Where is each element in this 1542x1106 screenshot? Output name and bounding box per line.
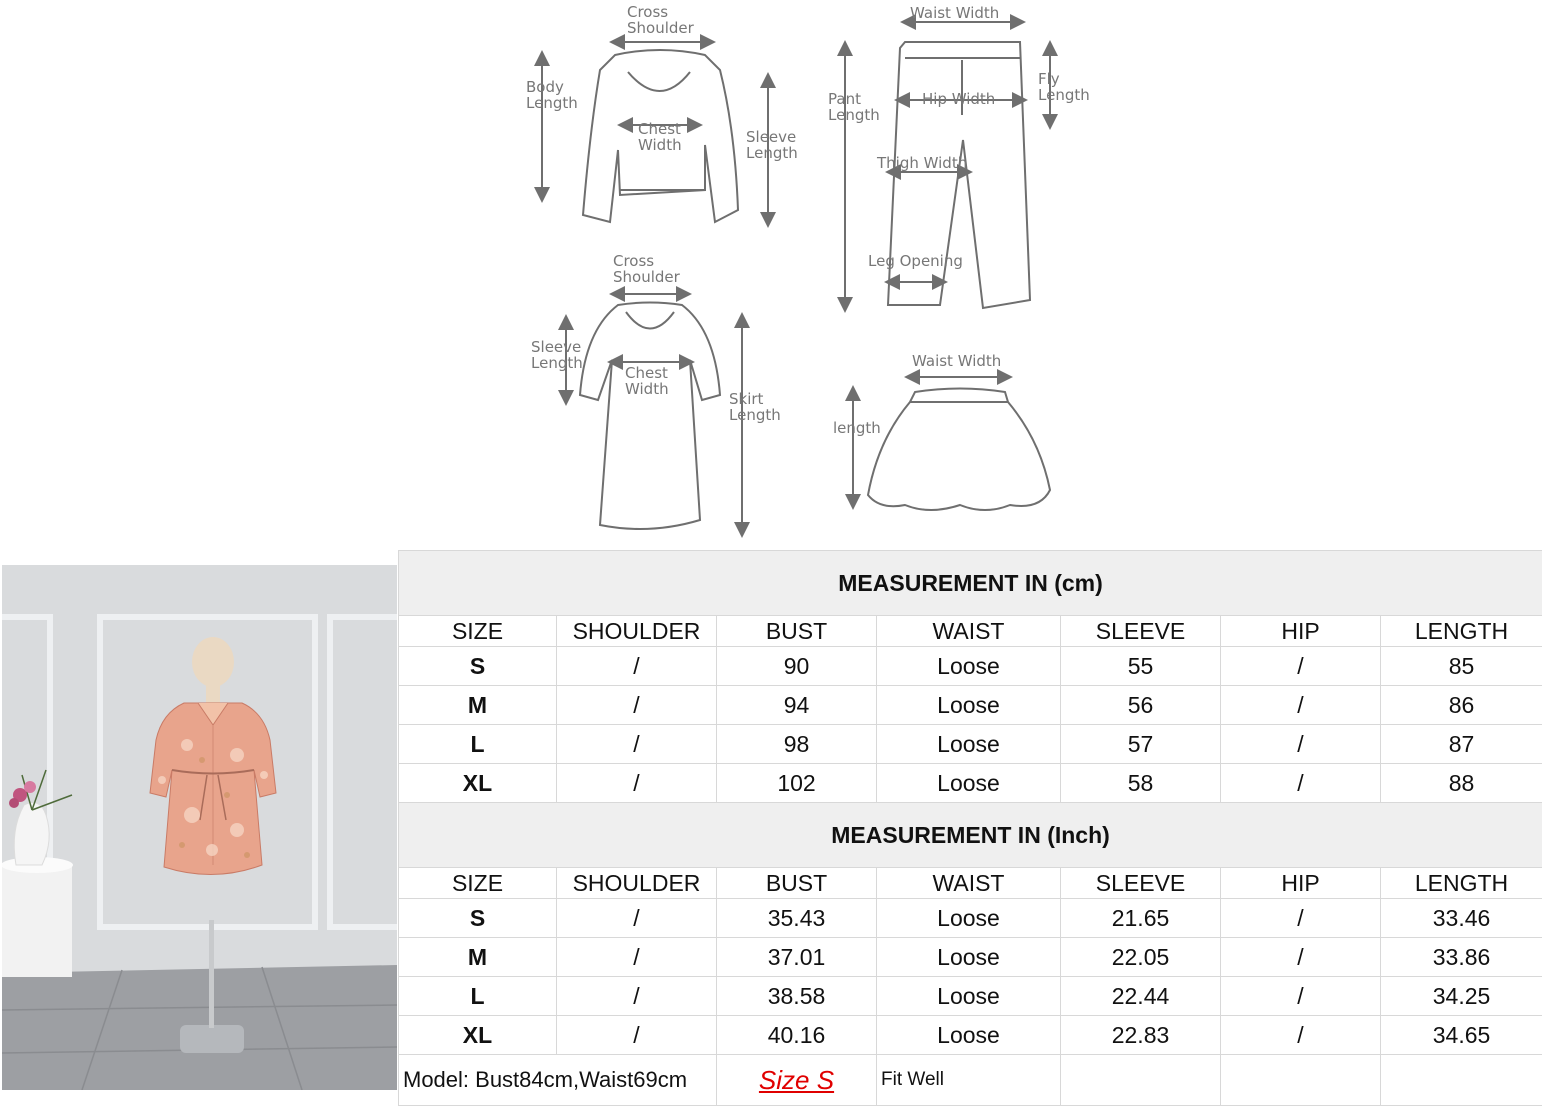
waist-cell: Loose — [877, 1016, 1061, 1055]
cm-table-title: MEASUREMENT IN (cm) — [399, 551, 1542, 616]
header-bust: BUST — [717, 868, 877, 899]
header-size: SIZE — [399, 868, 557, 899]
label-fly-length-1: Fly — [1038, 70, 1060, 88]
waist-cell: Loose — [877, 686, 1061, 725]
waist-cell: Loose — [877, 899, 1061, 938]
sleeve-cell: 56 — [1061, 686, 1221, 725]
bust-cell: 38.58 — [717, 977, 877, 1016]
label-cross-shoulder-top-2: Shoulder — [627, 19, 695, 37]
header-hip: HIP — [1221, 616, 1381, 647]
bust-cell: 40.16 — [717, 1016, 877, 1055]
waist-cell: Loose — [877, 647, 1061, 686]
table-row — [399, 725, 1542, 764]
empty-cell — [1381, 1055, 1542, 1106]
waist-cell: Loose — [877, 977, 1061, 1016]
table-row — [399, 899, 1542, 938]
label-cross-shoulder-bottom-2: Shoulder — [613, 268, 681, 286]
label-pant-length-1: Pant — [828, 90, 861, 108]
shoulder-cell: / — [557, 686, 717, 725]
size-cell: L — [399, 977, 557, 1016]
table-row — [399, 647, 1542, 686]
header-shoulder: SHOULDER — [557, 616, 717, 647]
label-fly-length-2: Length — [1038, 86, 1090, 104]
label-waist-width-skirt: Waist Width — [912, 352, 1001, 370]
header-length: LENGTH — [1381, 868, 1542, 899]
bust-cell: 102 — [717, 764, 877, 803]
garment-sketches — [0, 0, 1542, 548]
waist-cell: Loose — [877, 938, 1061, 977]
sleeve-cell: 57 — [1061, 725, 1221, 764]
shoulder-cell: / — [557, 647, 717, 686]
skirt-sketch — [853, 377, 1050, 510]
measurement-table — [398, 550, 1542, 1106]
label-skirt-length-1: Skirt — [729, 390, 764, 408]
hip-cell: / — [1221, 1016, 1381, 1055]
bust-cell: 90 — [717, 647, 877, 686]
header-waist: WAIST — [877, 616, 1061, 647]
label-chest-width-top-2: Width — [638, 136, 682, 154]
sleeve-cell: 55 — [1061, 647, 1221, 686]
hip-cell: / — [1221, 725, 1381, 764]
inch-title-row — [399, 803, 1542, 868]
label-hip-width: Hip Width — [922, 90, 995, 108]
hip-cell: / — [1221, 938, 1381, 977]
model-size: Size S — [717, 1055, 877, 1106]
size-cell: M — [399, 686, 557, 725]
header-length: LENGTH — [1381, 616, 1542, 647]
hip-cell: / — [1221, 977, 1381, 1016]
length-cell: 88 — [1381, 764, 1542, 803]
header-hip: HIP — [1221, 868, 1381, 899]
table-row — [399, 1016, 1542, 1055]
label-body-length-2: Length — [526, 94, 578, 112]
label-waist-width-pants: Waist Width — [910, 4, 999, 22]
header-sleeve: SLEEVE — [1061, 868, 1221, 899]
waist-cell: Loose — [877, 764, 1061, 803]
table-row — [399, 977, 1542, 1016]
product-photo — [2, 565, 397, 1090]
header-bust: BUST — [717, 616, 877, 647]
label-sleeve-length-top-1: Sleeve — [746, 128, 796, 146]
header-waist: WAIST — [877, 868, 1061, 899]
length-cell: 85 — [1381, 647, 1542, 686]
model-row — [399, 1055, 1542, 1106]
table-row — [399, 686, 1542, 725]
table-row — [399, 938, 1542, 977]
inch-header-row — [399, 868, 1542, 899]
dress-sketch — [566, 294, 742, 530]
waist-cell: Loose — [877, 725, 1061, 764]
size-cell: XL — [399, 1016, 557, 1055]
hip-cell: / — [1221, 686, 1381, 725]
length-cell: 33.46 — [1381, 899, 1542, 938]
label-chest-width-top-1: Chest — [638, 120, 681, 138]
shoulder-cell: / — [557, 725, 717, 764]
label-sleeve-length-bottom-1: Sleeve — [531, 338, 581, 356]
sleeve-cell: 58 — [1061, 764, 1221, 803]
empty-cell — [1061, 1055, 1221, 1106]
label-cross-shoulder-bottom-1: Cross — [613, 252, 654, 270]
hip-cell: / — [1221, 647, 1381, 686]
shoulder-cell: / — [557, 1016, 717, 1055]
table-row — [399, 764, 1542, 803]
label-sleeve-length-bottom-2: Length — [531, 354, 583, 372]
size-cell: M — [399, 938, 557, 977]
shoulder-cell: / — [557, 899, 717, 938]
header-size: SIZE — [399, 616, 557, 647]
shoulder-cell: / — [557, 938, 717, 977]
size-cell: L — [399, 725, 557, 764]
label-sleeve-length-top-2: Length — [746, 144, 798, 162]
label-body-length-1: Body — [526, 78, 564, 96]
size-chart — [398, 550, 1542, 1105]
size-cell: XL — [399, 764, 557, 803]
cm-header-row — [399, 616, 1542, 647]
label-chest-width-bottom-1: Chest — [625, 364, 668, 382]
sleeve-cell: 22.83 — [1061, 1016, 1221, 1055]
size-cell: S — [399, 647, 557, 686]
label-cross-shoulder-top-1: Cross — [627, 3, 668, 21]
label-length: length — [833, 419, 881, 437]
hip-cell: / — [1221, 764, 1381, 803]
length-cell: 33.86 — [1381, 938, 1542, 977]
header-sleeve: SLEEVE — [1061, 616, 1221, 647]
label-pant-length-2: Length — [828, 106, 880, 124]
size-diagrams — [0, 0, 1542, 548]
size-cell: S — [399, 899, 557, 938]
length-cell: 34.65 — [1381, 1016, 1542, 1055]
bust-cell: 37.01 — [717, 938, 877, 977]
model-fit: Fit Well — [877, 1055, 1061, 1106]
bust-cell: 94 — [717, 686, 877, 725]
cm-title-row — [399, 551, 1542, 616]
model-info: Model: Bust84cm,Waist69cm — [399, 1055, 717, 1106]
shoulder-cell: / — [557, 977, 717, 1016]
length-cell: 87 — [1381, 725, 1542, 764]
bust-cell: 98 — [717, 725, 877, 764]
empty-cell — [1221, 1055, 1381, 1106]
label-skirt-length-2: Length — [729, 406, 781, 424]
sleeve-cell: 22.05 — [1061, 938, 1221, 977]
header-shoulder: SHOULDER — [557, 868, 717, 899]
hip-cell: / — [1221, 899, 1381, 938]
bust-cell: 35.43 — [717, 899, 877, 938]
label-leg-opening: Leg Opening — [868, 252, 963, 270]
label-chest-width-bottom-2: Width — [625, 380, 669, 398]
sleeve-cell: 22.44 — [1061, 977, 1221, 1016]
inch-table-title: MEASUREMENT IN (Inch) — [399, 803, 1542, 868]
length-cell: 34.25 — [1381, 977, 1542, 1016]
sleeve-cell: 21.65 — [1061, 899, 1221, 938]
shoulder-cell: / — [557, 764, 717, 803]
label-thigh-width: Thigh Width — [876, 154, 967, 172]
length-cell: 86 — [1381, 686, 1542, 725]
